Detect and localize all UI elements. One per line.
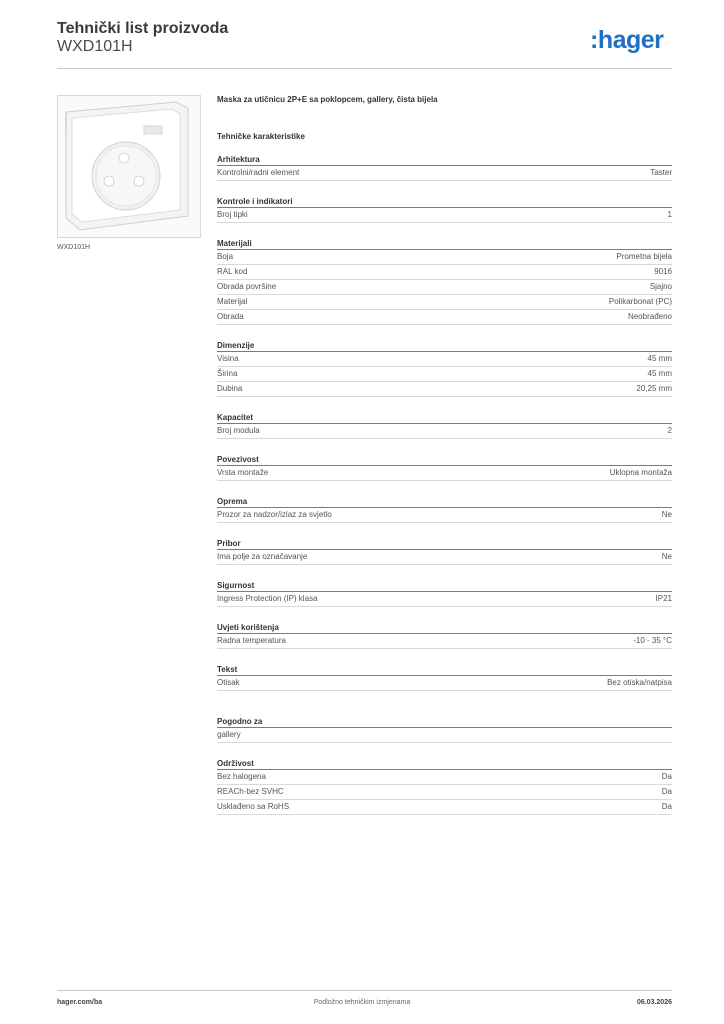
spec-value: 1 [667, 210, 672, 219]
spec-label: Ingress Protection (IP) klasa [217, 594, 318, 603]
spec-value: -10 - 35 °C [633, 636, 672, 645]
spec-row [217, 265, 672, 280]
spec-value: Polikarbonat (PC) [608, 297, 672, 306]
spec-label: Broj modula [217, 426, 260, 435]
spec-label: REACh-bez SVHC [217, 787, 284, 796]
spec-group-title: Održivost [217, 758, 672, 770]
spec-row [217, 728, 672, 743]
product-description: Maska za utičnicu 2P+E sa poklopcem, gallery, čista bijela [217, 95, 438, 104]
spec-group [217, 538, 672, 565]
spec-group [217, 664, 672, 691]
header-divider [57, 68, 672, 69]
product-code: WXD101H [57, 38, 133, 55]
spec-group-title: Oprema [217, 496, 672, 508]
footer-notice: Podložno tehničkim izmjenama [313, 999, 411, 1006]
spec-row [217, 310, 672, 325]
spec-row [217, 785, 672, 800]
spec-row [217, 634, 672, 649]
spec-value: Neobrađeno [627, 312, 672, 321]
spec-value: Bez otiska/natpisa [607, 678, 672, 687]
spec-row [217, 770, 672, 785]
spec-row [217, 508, 672, 523]
page-title: Tehnički list proizvoda [57, 20, 229, 37]
spec-group-title: Uvjeti korištenja [217, 622, 672, 634]
spec-groups [217, 154, 672, 815]
logo-text: :hager [590, 26, 664, 54]
spec-value: 45 mm [647, 354, 672, 363]
spec-group-title: Kontrole i indikatori [217, 196, 672, 208]
section-heading: Tehničke karakteristike [217, 132, 305, 141]
spec-row [217, 676, 672, 691]
spec-group-title: Sigurnost [217, 580, 672, 592]
spec-row [217, 295, 672, 310]
spec-label: Boja [217, 252, 234, 261]
spec-group-title: Pogodno za [217, 716, 672, 728]
spec-group-title: Dimenzije [217, 340, 672, 352]
spec-row [217, 280, 672, 295]
spec-value: 45 mm [647, 369, 672, 378]
spec-group [217, 340, 672, 397]
spec-value: Sjajno [649, 282, 672, 291]
spec-value: 9016 [654, 267, 672, 276]
spec-row [217, 208, 672, 223]
footer-divider [57, 990, 672, 991]
spec-value: IP21 [655, 594, 672, 603]
footer-website: hager.com/ba [57, 999, 103, 1006]
spec-group [217, 716, 672, 743]
spec-label: Otisak [217, 678, 240, 687]
spec-row [217, 367, 672, 382]
spec-value: Prometna bijela [616, 252, 672, 261]
spec-label: Obrada [217, 312, 244, 321]
spec-row [217, 800, 672, 815]
spec-value: 20,25 mm [636, 384, 672, 393]
spec-row [217, 550, 672, 565]
specifications [217, 95, 672, 815]
spec-row [217, 466, 672, 481]
spec-value: Da [661, 787, 672, 796]
spec-label: Prozor za nadzor/izlaz za svjetlo [217, 510, 332, 519]
spec-group [217, 622, 672, 649]
spec-group [217, 412, 672, 439]
spec-value: Da [661, 802, 672, 811]
product-image [57, 95, 201, 238]
spec-label: Usklađeno sa RoHS [217, 802, 290, 811]
spec-value: Uklopna montaža [609, 468, 672, 477]
spec-row [217, 592, 672, 607]
spec-label: Vrsta montaže [217, 468, 269, 477]
spec-group [217, 196, 672, 223]
spec-label: Kontrolni/radni element [217, 168, 300, 177]
image-caption: WXD101H [57, 244, 91, 251]
spec-group-title: Povezivost [217, 454, 672, 466]
spec-label: RAL kod [217, 267, 248, 276]
spec-label: Materijal [217, 297, 248, 306]
spec-group [217, 154, 672, 181]
spec-label: Visina [217, 354, 239, 363]
spec-row [217, 424, 672, 439]
spec-label: Dubina [217, 384, 243, 393]
spec-group-title: Pribor [217, 538, 672, 550]
socket-cover-illustration [58, 96, 200, 237]
spec-group-title: Arhitektura [217, 154, 672, 166]
footer-date: 06.03.2026 [636, 999, 672, 1006]
spec-row [217, 352, 672, 367]
spec-value: Ne [661, 552, 672, 561]
spec-label: Obrada površine [217, 282, 277, 291]
spec-group [217, 238, 672, 325]
spec-value: Taster [650, 168, 672, 177]
spec-group-title: Kapacitet [217, 412, 672, 424]
spec-group [217, 580, 672, 607]
spec-value: 2 [667, 426, 672, 435]
spec-label: Ima polje za označavanje [217, 552, 308, 561]
spec-group [217, 454, 672, 481]
spec-row [217, 382, 672, 397]
spec-group [217, 758, 672, 815]
spec-label: Broj tipki [217, 210, 248, 219]
spec-group-title: Tekst [217, 664, 672, 676]
spec-label: Bez halogena [217, 772, 266, 781]
spec-label: gallery [217, 730, 241, 739]
spec-row [217, 250, 672, 265]
spec-row [217, 166, 672, 181]
spec-value: Ne [661, 510, 672, 519]
spec-value: Da [661, 772, 672, 781]
spec-group [217, 496, 672, 523]
hager-logo [590, 26, 676, 60]
spec-label: Radna temperatura [217, 636, 286, 645]
spec-label: Širina [217, 369, 238, 378]
spec-group-title: Materijali [217, 238, 672, 250]
